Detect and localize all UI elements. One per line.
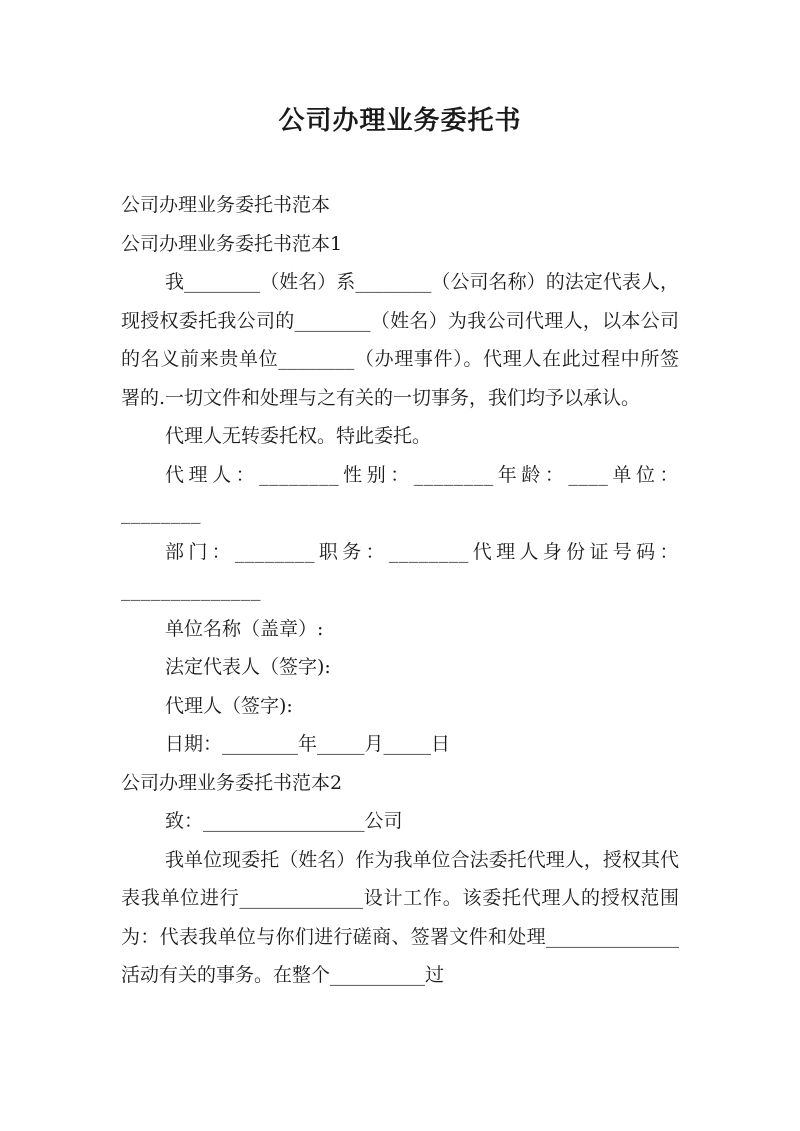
addressee-line: 致：_________________公司 xyxy=(165,810,403,832)
signature-line: 代理人（签字): xyxy=(165,694,293,717)
section-heading: 公司办理业务委托书范本1 xyxy=(121,232,343,255)
paragraph: 我________（姓名）系________（公司名称）的法定代表人，现授权委托我公司的________（姓名）为我公司代理人，以本公司的名义前来贵单位________（办理事件）。代理人在此过程中所签署的.一切文件和处理与之有关的一切事务，我们均予以承认。 xyxy=(121,271,679,409)
signature-line: 单位名称（盖章）: xyxy=(165,617,324,640)
paragraph: 我单位现委托（姓名）作为我单位合法委托代理人，授权其代表我单位进行_____________设计工作。该委托代理人的授权范围为：代表我单位与你们进行磋商、签署文件和处理______________活动有关的事务。在整个__________过 xyxy=(121,848,679,986)
document-title: 公司办理业务委托书 xyxy=(278,106,522,136)
paragraph: 代理人无转委托权。特此委托。 xyxy=(165,425,432,447)
date-line: 日期：________年_____月_____日 xyxy=(165,733,451,755)
section-heading: 公司办理业务委托书范本2 xyxy=(121,771,343,794)
section-heading: 公司办理业务委托书范本 xyxy=(121,194,331,216)
form-line: 代理人：________性别：________年龄：____单位：________ xyxy=(121,463,679,524)
document-body xyxy=(121,186,679,995)
form-line: 部门：________职务：________代理人身份证号码：______________ xyxy=(121,540,679,601)
signature-line: 法定代表人（签字): xyxy=(165,656,331,678)
